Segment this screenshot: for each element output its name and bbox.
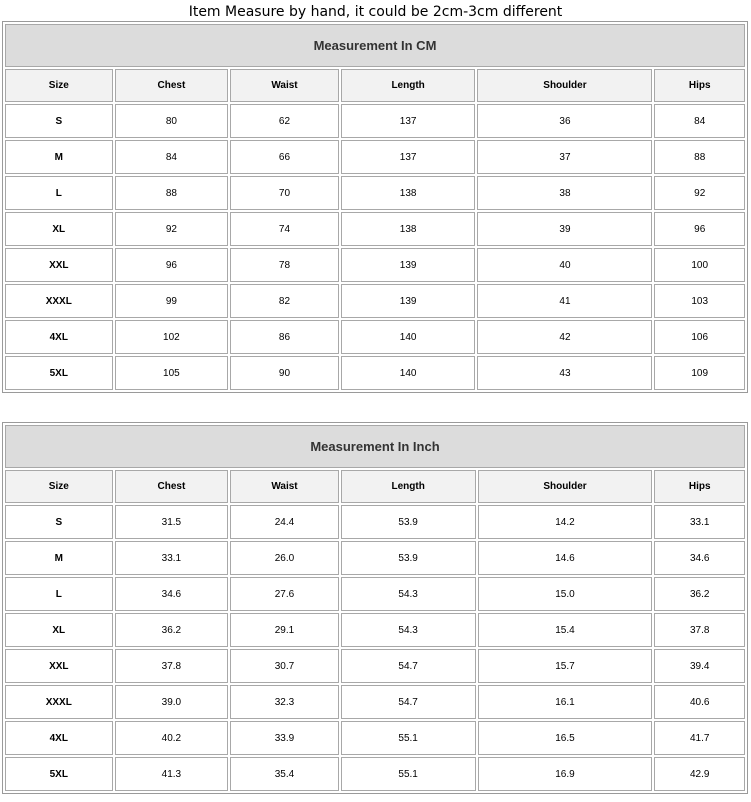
cell-chest: 96 [115, 248, 229, 282]
column-header-hips: Hips [654, 470, 745, 503]
cell-hips: 103 [654, 284, 745, 318]
cell-chest: 37.8 [115, 649, 229, 683]
header-row [5, 470, 745, 503]
cell-size: M [5, 140, 113, 174]
cell-waist: 27.6 [230, 577, 339, 611]
column-header-length: Length [341, 69, 476, 102]
cell-chest: 31.5 [115, 505, 229, 539]
cell-chest: 99 [115, 284, 229, 318]
cell-shoulder: 15.0 [478, 577, 653, 611]
cell-length: 55.1 [341, 757, 476, 791]
table-row [5, 541, 745, 575]
cell-size: XXXL [5, 685, 113, 719]
column-header-size: Size [5, 470, 113, 503]
table-row [5, 721, 745, 755]
cell-shoulder: 43 [477, 356, 652, 390]
cell-length: 140 [341, 356, 476, 390]
cell-length: 54.7 [341, 685, 476, 719]
cell-chest: 39.0 [115, 685, 229, 719]
cell-waist: 78 [230, 248, 339, 282]
cell-shoulder: 39 [477, 212, 652, 246]
table-row [5, 757, 745, 791]
table-title: Measurement In CM [5, 24, 745, 67]
cell-size: 4XL [5, 320, 113, 354]
cell-length: 54.3 [341, 577, 476, 611]
column-header-shoulder: Shoulder [478, 470, 653, 503]
cell-chest: 92 [115, 212, 229, 246]
cell-chest: 41.3 [115, 757, 229, 791]
table-row [5, 613, 745, 647]
cell-size: 5XL [5, 356, 113, 390]
cell-shoulder: 16.1 [478, 685, 653, 719]
cell-size: XL [5, 212, 113, 246]
table-row [5, 577, 745, 611]
table-row [5, 685, 745, 719]
cell-size: XXL [5, 248, 113, 282]
cell-hips: 33.1 [654, 505, 745, 539]
table-row [5, 649, 745, 683]
table-row [5, 320, 745, 354]
column-header-length: Length [341, 470, 476, 503]
cell-waist: 29.1 [230, 613, 339, 647]
cell-shoulder: 14.6 [478, 541, 653, 575]
inch-size-table [2, 422, 748, 794]
cell-length: 138 [341, 212, 476, 246]
cell-hips: 39.4 [654, 649, 745, 683]
cell-length: 54.7 [341, 649, 476, 683]
cell-shoulder: 37 [477, 140, 652, 174]
table-title: Measurement In Inch [5, 425, 745, 468]
table-row [5, 140, 745, 174]
cell-size: S [5, 505, 113, 539]
cell-hips: 96 [654, 212, 745, 246]
cell-shoulder: 40 [477, 248, 652, 282]
cell-shoulder: 41 [477, 284, 652, 318]
table-row [5, 176, 745, 210]
cell-size: XXL [5, 649, 113, 683]
cell-chest: 80 [115, 104, 229, 138]
cell-hips: 36.2 [654, 577, 745, 611]
cell-hips: 106 [654, 320, 745, 354]
cell-hips: 37.8 [654, 613, 745, 647]
table-row [5, 104, 745, 138]
measurement-note: Item Measure by hand, it could be 2cm-3cm different [188, 4, 563, 20]
cell-waist: 82 [230, 284, 339, 318]
cm-size-table [2, 21, 748, 393]
cell-size: 5XL [5, 757, 113, 791]
cell-shoulder: 36 [477, 104, 652, 138]
cell-shoulder: 42 [477, 320, 652, 354]
cell-shoulder: 15.4 [478, 613, 653, 647]
cell-chest: 88 [115, 176, 229, 210]
cell-waist: 35.4 [230, 757, 339, 791]
cell-length: 54.3 [341, 613, 476, 647]
column-header-chest: Chest [115, 69, 229, 102]
cell-chest: 33.1 [115, 541, 229, 575]
cell-length: 137 [341, 140, 476, 174]
cell-length: 138 [341, 176, 476, 210]
cell-length: 53.9 [341, 541, 476, 575]
cell-hips: 41.7 [654, 721, 745, 755]
cell-waist: 26.0 [230, 541, 339, 575]
cell-waist: 70 [230, 176, 339, 210]
cell-length: 139 [341, 284, 476, 318]
cell-hips: 84 [654, 104, 745, 138]
cell-chest: 36.2 [115, 613, 229, 647]
cell-hips: 92 [654, 176, 745, 210]
column-header-size: Size [5, 69, 113, 102]
cell-waist: 32.3 [230, 685, 339, 719]
table-row [5, 248, 745, 282]
column-header-shoulder: Shoulder [477, 69, 652, 102]
table-row [5, 212, 745, 246]
cell-chest: 34.6 [115, 577, 229, 611]
cell-length: 139 [341, 248, 476, 282]
cell-hips: 100 [654, 248, 745, 282]
cell-hips: 88 [654, 140, 745, 174]
cell-shoulder: 16.5 [478, 721, 653, 755]
cell-chest: 40.2 [115, 721, 229, 755]
cell-waist: 30.7 [230, 649, 339, 683]
cell-waist: 90 [230, 356, 339, 390]
cell-shoulder: 14.2 [478, 505, 653, 539]
cell-waist: 24.4 [230, 505, 339, 539]
header-row [5, 69, 745, 102]
cell-waist: 74 [230, 212, 339, 246]
cell-waist: 66 [230, 140, 339, 174]
cell-size: 4XL [5, 721, 113, 755]
table-row [5, 356, 745, 390]
table-row [5, 284, 745, 318]
column-header-waist: Waist [230, 470, 339, 503]
cell-length: 53.9 [341, 505, 476, 539]
cell-waist: 62 [230, 104, 339, 138]
cell-size: S [5, 104, 113, 138]
cell-waist: 33.9 [230, 721, 339, 755]
cell-size: XL [5, 613, 113, 647]
cell-shoulder: 15.7 [478, 649, 653, 683]
cell-hips: 109 [654, 356, 745, 390]
cell-waist: 86 [230, 320, 339, 354]
cell-shoulder: 38 [477, 176, 652, 210]
cell-size: M [5, 541, 113, 575]
column-header-hips: Hips [654, 69, 745, 102]
column-header-chest: Chest [115, 470, 229, 503]
table-row [5, 505, 745, 539]
cell-hips: 42.9 [654, 757, 745, 791]
cell-chest: 102 [115, 320, 229, 354]
cell-chest: 105 [115, 356, 229, 390]
column-header-waist: Waist [230, 69, 339, 102]
cell-size: L [5, 176, 113, 210]
cell-chest: 84 [115, 140, 229, 174]
cell-hips: 34.6 [654, 541, 745, 575]
cell-length: 137 [341, 104, 476, 138]
cell-size: XXXL [5, 284, 113, 318]
cell-hips: 40.6 [654, 685, 745, 719]
cell-size: L [5, 577, 113, 611]
cell-length: 55.1 [341, 721, 476, 755]
cell-shoulder: 16.9 [478, 757, 653, 791]
cell-length: 140 [341, 320, 476, 354]
